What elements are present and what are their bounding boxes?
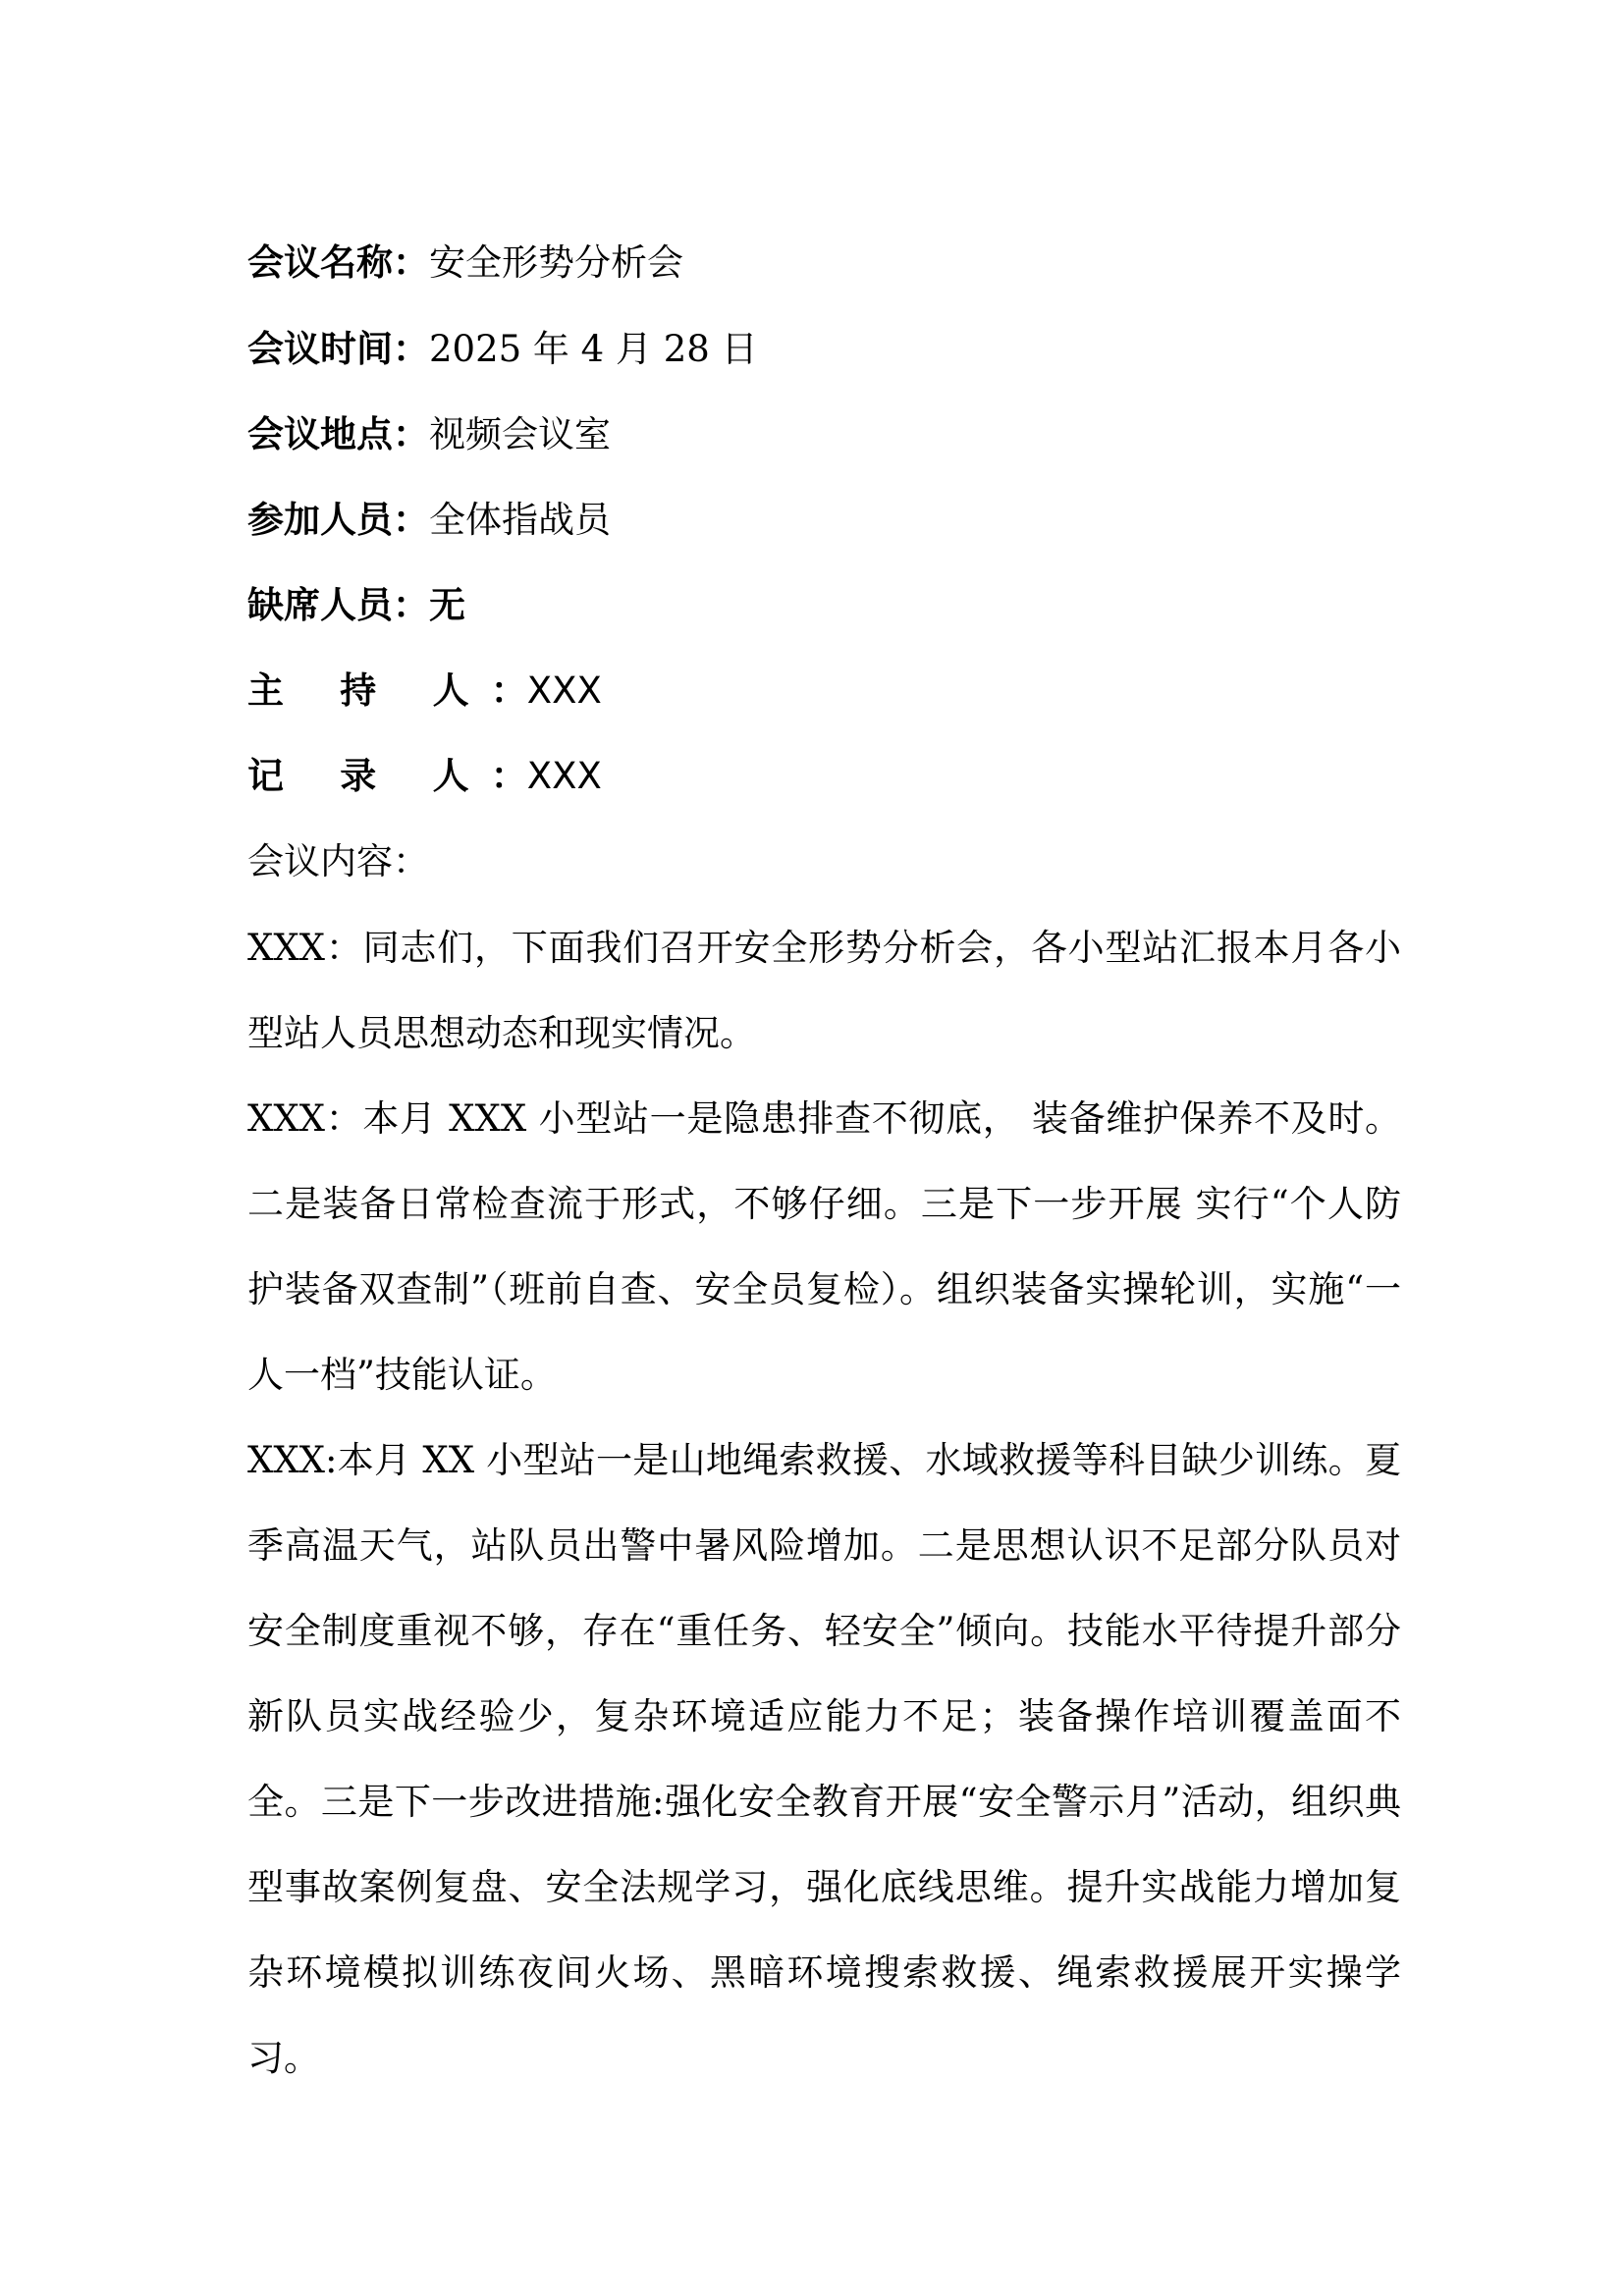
recorder-value: XXX bbox=[526, 755, 602, 797]
recorder-colon: ： bbox=[490, 755, 527, 797]
paragraph-2: XXX：本月 XXX 小型站一是隐患排查不彻底， 装备维护保养不及时。 二是装备日常检查流于形式，不够仔细。三是下一步开展 实行“个人防护装备双查制”（班前自查、安全员复检）。组织装备实操轮训，实施“一人一档”技能认证。 bbox=[247, 1097, 1401, 1396]
host-label: 主 持 人 bbox=[247, 669, 491, 712]
recorder-line bbox=[247, 747, 602, 806]
meeting-place-line bbox=[247, 405, 611, 464]
meeting-name-line bbox=[247, 234, 683, 293]
recorder-label: 记 录 人 bbox=[247, 755, 491, 797]
paragraph-1: XXX：同志们，下面我们召开安全形势分析会，各小型站汇报本月各小型站人员思想动态和现实情况。 bbox=[247, 927, 1401, 1054]
absent-line bbox=[247, 576, 465, 635]
meeting-time-value: 2025 年 4 月 28 日 bbox=[429, 328, 758, 370]
meeting-place-value: 视频会议室 bbox=[429, 413, 611, 455]
meeting-time-label: 会议时间： bbox=[247, 328, 429, 370]
host-colon: ： bbox=[490, 669, 527, 712]
attendees-label: 参加人员： bbox=[247, 499, 429, 541]
meeting-name-label: 会议名称： bbox=[247, 241, 429, 284]
absent-value: 无 bbox=[429, 584, 465, 626]
absent-label: 缺席人员： bbox=[247, 584, 429, 626]
content-title: 会议内容： bbox=[247, 840, 429, 882]
paragraph-3: XXX:本月 XX 小型站一是山地绳索救援、水域救援等科目缺少训练。夏季高温天气，站队员出警中暑风险增加。二是思想认识不足部分队员对安全制度重视不够，存在“重任务、轻安全”倾向。技能水平待提升部分新队员实战经验少，复杂环境适应能力不足；装备操作培训覆盖面不全。三是下一步改进措施:强化安全教育开展“安全警示月”活动，组织典型事故案例复盘、安全法规学习，强化底线思维。提升实战能力增加复杂环境模拟训练夜间火场、黑暗环境搜索救援、绳索救援展开实操学习。 bbox=[247, 1439, 1401, 2079]
meeting-time-line bbox=[247, 320, 758, 379]
meeting-place-label: 会议地点： bbox=[247, 413, 429, 455]
host-value: XXX bbox=[526, 669, 602, 712]
attendees-value: 全体指战员 bbox=[429, 499, 611, 541]
meeting-name-value: 安全形势分析会 bbox=[429, 241, 683, 284]
host-line bbox=[247, 662, 602, 721]
attendees-line bbox=[247, 491, 611, 550]
